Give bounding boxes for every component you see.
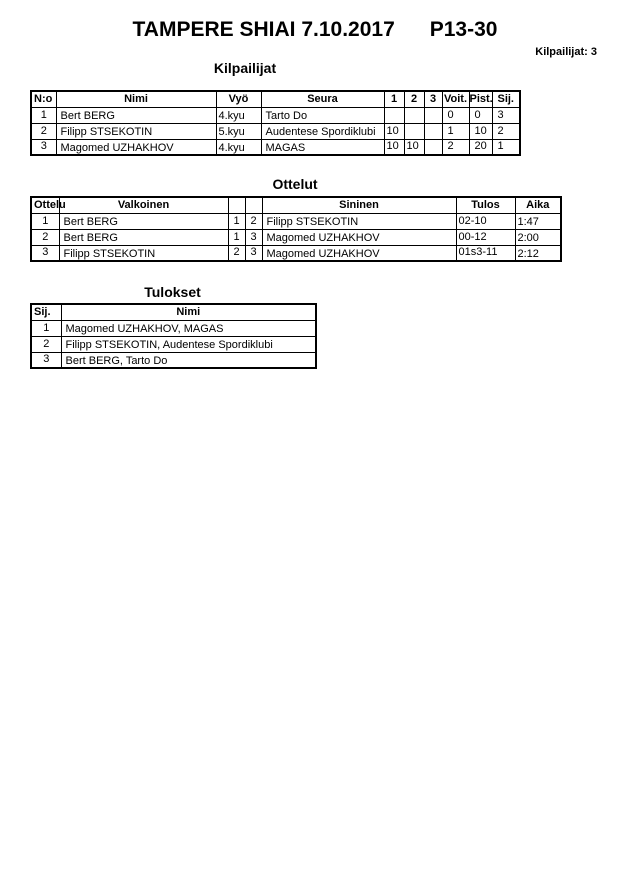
cell-white-name: Bert BERG [59,213,228,229]
cell-place: 1 [492,139,520,155]
cell-white-name: Bert BERG [59,229,228,245]
cell-wins: 0 [442,107,469,123]
col-header-points: Pist. [469,91,492,107]
cell-round3 [424,139,442,155]
cell-result: 01s3-11 [456,245,515,261]
cell-match-no: 3 [31,245,59,261]
col-header-place: Sij. [492,91,520,107]
col-header-white: Valkoinen [59,197,228,213]
col-header-no: N:o [31,91,56,107]
cell-white-no: 1 [228,229,245,245]
cell-white-no: 1 [228,213,245,229]
cell-wins: 2 [442,139,469,155]
page-title: TAMPERE SHIAI 7.10.2017 P13-30 [132,18,498,41]
cell-name: Bert BERG [56,107,216,123]
result-row [31,320,316,336]
col-header-match: Ottelu [31,197,59,213]
cell-competitor: Filipp STSEKOTIN, Audentese Spordiklubi [61,336,316,352]
result-row [31,352,316,368]
col-header-time: Aika [515,197,561,213]
col-header-wins: Voit. [442,91,469,107]
cell-round3 [424,107,442,123]
cell-white-name: Filipp STSEKOTIN [59,245,228,261]
cell-round2 [404,107,424,123]
cell-points: 10 [469,123,492,139]
cell-place: 3 [31,352,61,368]
col-header-name: Nimi [61,304,316,320]
competitor-row [31,107,520,123]
competitor-row [31,123,520,139]
cell-place: 2 [492,123,520,139]
cell-points: 0 [469,107,492,123]
cell-club: Audentese Spordiklubi [261,123,384,139]
cell-name: Filipp STSEKOTIN [56,123,216,139]
cell-no: 1 [31,107,56,123]
col-header-club: Seura [261,91,384,107]
cell-wins: 1 [442,123,469,139]
cell-round1: 10 [384,139,404,155]
cell-result: 02-10 [456,213,515,229]
col-header-blue: Sininen [262,197,456,213]
col-header-white-no [228,197,245,213]
competitors-table [30,90,521,156]
cell-no: 3 [31,139,56,155]
cell-round2: 10 [404,139,424,155]
cell-time: 2:00 [515,229,561,245]
cell-name: Magomed UZHAKHOV [56,139,216,155]
cell-white-no: 2 [228,245,245,261]
cell-blue-name: Magomed UZHAKHOV [262,229,456,245]
cell-round1: 10 [384,123,404,139]
cell-match-no: 1 [31,213,59,229]
match-row [31,229,561,245]
cell-time: 2:12 [515,245,561,261]
cell-points: 20 [469,139,492,155]
cell-belt: 4.kyu [216,139,261,155]
cell-match-no: 2 [31,229,59,245]
results-header-row [31,304,316,320]
matches-header-row [31,197,561,213]
cell-blue-no: 2 [245,213,262,229]
competitor-row [31,139,520,155]
cell-place: 2 [31,336,61,352]
col-header-result: Tulos [456,197,515,213]
results-heading: Tulokset [144,284,201,300]
cell-no: 2 [31,123,56,139]
col-header-round2: 2 [404,91,424,107]
col-header-round1: 1 [384,91,404,107]
cell-round3 [424,123,442,139]
col-header-round3: 3 [424,91,442,107]
cell-club: Tarto Do [261,107,384,123]
cell-place: 1 [31,320,61,336]
cell-result: 00-12 [456,229,515,245]
col-header-belt: Vyö [216,91,261,107]
cell-blue-name: Magomed UZHAKHOV [262,245,456,261]
match-row [31,213,561,229]
cell-blue-no: 3 [245,229,262,245]
match-row [31,245,561,261]
col-header-place: Sij. [31,304,61,320]
competitors-header-row [31,91,520,107]
result-row [31,336,316,352]
cell-club: MAGAS [261,139,384,155]
cell-round2 [404,123,424,139]
cell-competitor: Magomed UZHAKHOV, MAGAS [61,320,316,336]
results-table [30,303,317,369]
matches-heading: Ottelut [272,176,318,192]
col-header-blue-no [245,197,262,213]
cell-blue-no: 3 [245,245,262,261]
col-header-name: Nimi [56,91,216,107]
competitors-heading: Kilpailijat [213,60,277,76]
cell-belt: 4.kyu [216,107,261,123]
competitors-count: Kilpailijat: 3 [535,46,597,58]
matches-table [30,196,562,262]
cell-competitor: Bert BERG, Tarto Do [61,352,316,368]
cell-place: 3 [492,107,520,123]
cell-time: 1:47 [515,213,561,229]
cell-round1 [384,107,404,123]
cell-belt: 5.kyu [216,123,261,139]
cell-blue-name: Filipp STSEKOTIN [262,213,456,229]
